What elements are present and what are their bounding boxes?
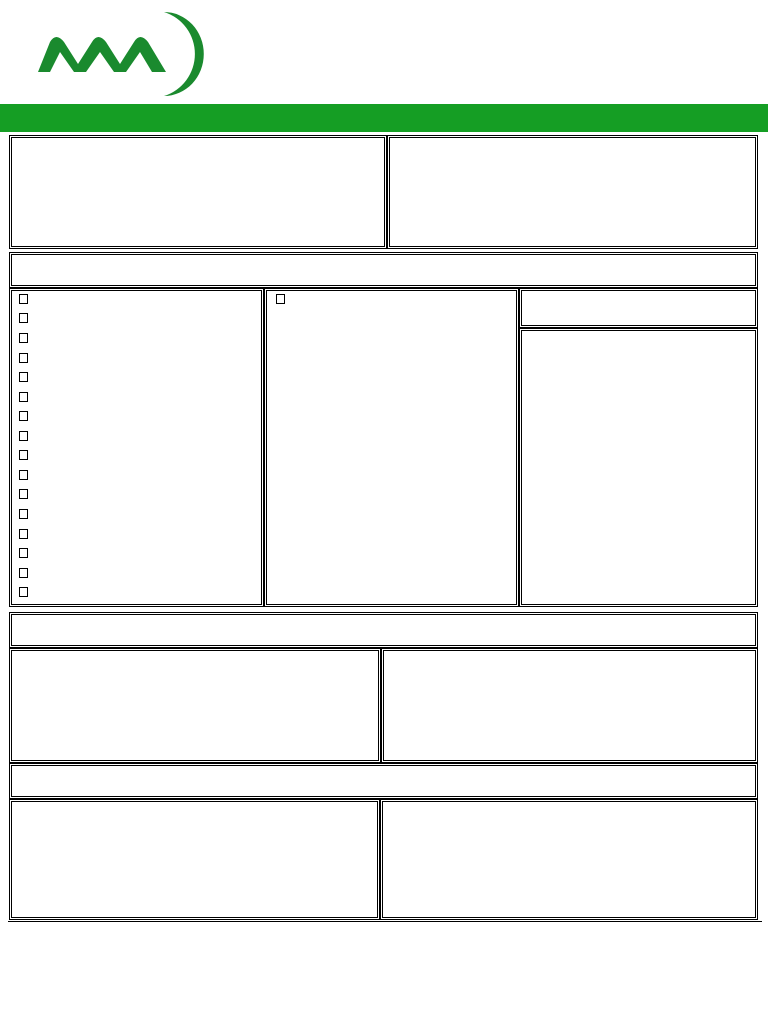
checkbox-icon[interactable] <box>19 294 28 304</box>
ct-list-box <box>9 648 381 763</box>
checkbox-icon[interactable] <box>19 353 28 363</box>
checkbox-icon[interactable] <box>19 529 28 539</box>
kontras-box <box>519 328 758 607</box>
checkbox-icon[interactable] <box>19 431 28 441</box>
checkbox-icon[interactable] <box>19 411 28 421</box>
usg-left-box <box>9 799 380 920</box>
patient-box-right <box>387 135 758 249</box>
usg-right-box <box>380 799 758 920</box>
list-item[interactable] <box>276 289 300 309</box>
list-item[interactable] <box>19 465 43 485</box>
list-item[interactable] <box>19 563 43 583</box>
xray-col2-box <box>264 288 519 607</box>
ct-note-box <box>381 648 758 763</box>
xray-list-1 <box>19 289 43 602</box>
checkbox-icon[interactable] <box>19 313 28 323</box>
ct-title-box <box>9 612 758 648</box>
checkbox-icon[interactable] <box>19 548 28 558</box>
mira-medika-logo <box>34 6 248 102</box>
list-item[interactable] <box>19 426 43 446</box>
checkbox-icon[interactable] <box>19 587 28 597</box>
list-item[interactable] <box>19 543 43 563</box>
list-item[interactable] <box>19 524 43 544</box>
list-item[interactable] <box>19 348 43 368</box>
address-bar <box>0 104 768 132</box>
checkbox-icon[interactable] <box>276 294 285 304</box>
checkbox-icon[interactable] <box>19 470 28 480</box>
kontras-title-box <box>519 288 758 328</box>
list-item[interactable] <box>19 406 43 426</box>
list-item[interactable] <box>19 289 43 309</box>
list-item[interactable] <box>19 387 43 407</box>
checkbox-icon[interactable] <box>19 568 28 578</box>
patient-box-left <box>9 135 387 249</box>
checkbox-icon[interactable] <box>19 450 28 460</box>
list-item[interactable] <box>19 484 43 504</box>
list-item[interactable] <box>19 445 43 465</box>
checkbox-icon[interactable] <box>19 509 28 519</box>
checkbox-icon[interactable] <box>19 392 28 402</box>
checkbox-icon[interactable] <box>19 489 28 499</box>
checkbox-icon[interactable] <box>19 333 28 343</box>
list-item[interactable] <box>19 328 43 348</box>
xray-col1-box <box>9 288 264 607</box>
list-item[interactable] <box>19 367 43 387</box>
footer-divider <box>8 921 762 922</box>
xray-list-2 <box>276 289 300 309</box>
list-item[interactable] <box>19 582 43 602</box>
usg-title-box <box>9 763 758 799</box>
checkbox-icon[interactable] <box>19 372 28 382</box>
list-item[interactable] <box>19 309 43 329</box>
xray-title-box <box>9 252 758 288</box>
list-item[interactable] <box>19 504 43 524</box>
